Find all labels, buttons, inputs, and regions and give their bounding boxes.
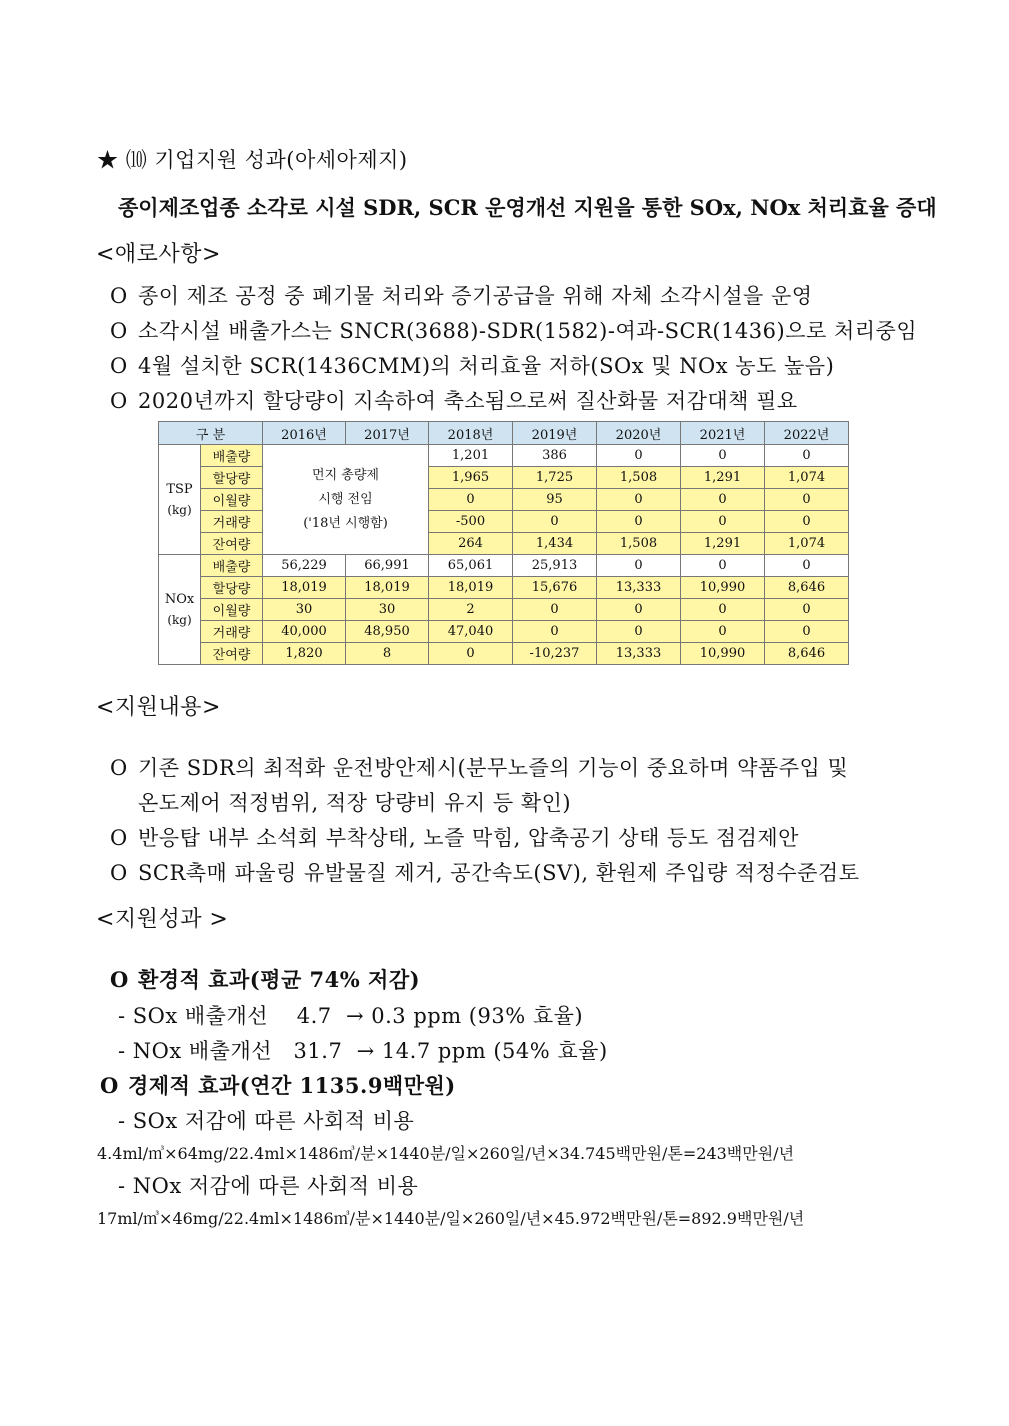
support-item: O 기존 SDR의 최적화 운전방안제시(분무노즐의 기능이 중요하며 약품주입 및	[110, 756, 849, 780]
table-cell: 264	[429, 533, 513, 555]
table-cell: 13,333	[597, 577, 681, 599]
support-heading: <지원내용>	[96, 695, 221, 720]
econ-sox-calc: 4.4ml/㎥×64mg/22.4ml×1486㎥/분×1440분/일×260일/년×34.745백만원/톤=243백만원/년	[97, 1144, 795, 1163]
table-cell: 1,508	[597, 467, 681, 489]
support-item: O SCR촉매 파울링 유발물질 제거, 공간속도(SV), 환원제 주입량 적정수준검토	[110, 861, 860, 885]
table-row	[159, 489, 849, 511]
table-cell: 0	[765, 621, 849, 643]
support-item: O 반응탑 내부 소석회 부착상태, 노즐 막힘, 압축공기 상태 등도 점검제안	[110, 826, 799, 850]
circle-bullet-icon: O	[110, 756, 128, 780]
table-cell: 0	[597, 621, 681, 643]
table-cell: 1,820	[263, 643, 346, 665]
difficulty-item: O 소각시설 배출가스는 SNCR(3688)-SDR(1582)-여과-SCR(1436)으로 처리중임	[110, 319, 918, 343]
table-cell: 40,000	[263, 621, 346, 643]
table-cell: 48,950	[346, 621, 429, 643]
table-cell: 56,229	[263, 555, 346, 577]
table-row	[159, 621, 849, 643]
page-title: 기업지원 성과(아세아제지)	[154, 148, 408, 172]
table-cell: 10,990	[681, 643, 765, 665]
difficulty-item: O 종이 제조 공정 중 폐기물 처리와 증기공급을 위해 자체 소각시설을 운영	[110, 284, 813, 308]
table-row	[159, 599, 849, 621]
section-number: ⑽	[125, 148, 148, 172]
table-cell: 0	[681, 599, 765, 621]
circle-bullet-icon: O	[110, 354, 128, 378]
env-effect-nox: - NOx 배출개선 31.7 → 14.7 ppm (54% 효율)	[118, 1039, 608, 1063]
table-cell: 30	[346, 599, 429, 621]
table-cell: 18,019	[429, 577, 513, 599]
table-cell: 0	[513, 621, 597, 643]
table-cell: 0	[681, 445, 765, 467]
row-label: 배출량	[201, 445, 263, 467]
table-cell: 8	[346, 643, 429, 665]
table-header-row	[159, 422, 849, 445]
table-row	[159, 533, 849, 555]
table-cell: 0	[597, 489, 681, 511]
table-cell: 10,990	[681, 577, 765, 599]
row-label: 이월량	[201, 489, 263, 511]
table-cell: 95	[513, 489, 597, 511]
header-title-line	[97, 144, 408, 174]
table-cell: -500	[429, 511, 513, 533]
table-cell: 1,508	[597, 533, 681, 555]
table-row	[159, 643, 849, 665]
circle-bullet-icon: O	[110, 826, 128, 850]
table-cell: 1,434	[513, 533, 597, 555]
row-label: 거래량	[201, 511, 263, 533]
table-header-cell: 2020년	[597, 422, 681, 445]
group-label-tsp: TSP (kg)	[159, 445, 201, 555]
difficulties-heading: <애로사항>	[96, 242, 221, 267]
table-cell: 0	[597, 445, 681, 467]
econ-sox-label: - SOx 저감에 따른 사회적 비용	[118, 1109, 415, 1133]
table-header-cell: 2019년	[513, 422, 597, 445]
page-subtitle: 종이제조업종 소각로 시설 SDR, SCR 운영개선 지원을 통한 SOx, NOx 처리효율 증대	[118, 195, 937, 220]
circle-bullet-icon: O	[110, 284, 128, 308]
group-label-nox: NOx (kg)	[159, 555, 201, 665]
econ-nox-calc: 17ml/㎥×46mg/22.4ml×1486㎥/분×1440분/일×260일/년×45.972백만원/톤=892.9백만원/년	[97, 1209, 805, 1228]
table-cell: 0	[681, 489, 765, 511]
table-header-cell: 구 분	[159, 422, 263, 445]
table-cell: 8,646	[765, 577, 849, 599]
table-cell: 0	[597, 555, 681, 577]
table-row	[159, 445, 849, 467]
circle-bullet-icon: O	[110, 319, 128, 343]
env-effect-title: O 환경적 효과(평균 74% 저감)	[110, 967, 421, 992]
table-header-cell: 2021년	[681, 422, 765, 445]
table-cell: 0	[597, 599, 681, 621]
table-cell: 0	[765, 555, 849, 577]
table-cell: 386	[513, 445, 597, 467]
results-heading: <지원성과 >	[96, 907, 229, 932]
table-cell: 2	[429, 599, 513, 621]
table-header-cell: 2018년	[429, 422, 513, 445]
row-label: 잔여량	[201, 643, 263, 665]
table-cell: 0	[597, 511, 681, 533]
table-row	[159, 577, 849, 599]
econ-effect-title: O 경제적 효과(연간 1135.9백만원)	[100, 1073, 456, 1098]
circle-bullet-icon: O	[110, 967, 129, 992]
table-header-cell: 2016년	[263, 422, 346, 445]
table-cell: 13,333	[597, 643, 681, 665]
circle-bullet-icon: O	[110, 861, 128, 885]
table-row	[159, 467, 849, 489]
table-cell: 0	[765, 489, 849, 511]
table-cell: 1,291	[681, 467, 765, 489]
table-cell: 0	[513, 511, 597, 533]
table-cell: 0	[681, 621, 765, 643]
difficulty-item: O 2020년까지 할당량이 지속하여 축소됨으로써 질산화물 저감대책 필요	[110, 389, 798, 413]
difficulty-item: O 4월 설치한 SCR(1436CMM)의 처리효율 저하(SOx 및 NOx 농도 높음)	[110, 354, 835, 378]
support-item-continued: 온도제어 적정범위, 적장 당량비 유지 등 확인)	[138, 791, 572, 815]
table-header-cell: 2017년	[346, 422, 429, 445]
table-cell: 0	[681, 511, 765, 533]
econ-nox-label: - NOx 저감에 따른 사회적 비용	[118, 1174, 419, 1198]
table-cell: 0	[765, 599, 849, 621]
table-cell: 47,040	[429, 621, 513, 643]
table-cell: -10,237	[513, 643, 597, 665]
table-row	[159, 511, 849, 533]
circle-bullet-icon: O	[100, 1073, 119, 1098]
table-cell: 1,291	[681, 533, 765, 555]
table-header-cell: 2022년	[765, 422, 849, 445]
star-icon: ★	[97, 148, 119, 172]
table-cell: 65,061	[429, 555, 513, 577]
emission-table	[158, 421, 849, 665]
table-row	[159, 555, 849, 577]
table-cell: 18,019	[263, 577, 346, 599]
table-cell: 18,019	[346, 577, 429, 599]
table-cell: 15,676	[513, 577, 597, 599]
table-cell: 0	[765, 511, 849, 533]
table-cell: 1,074	[765, 533, 849, 555]
row-label: 할당량	[201, 467, 263, 489]
dust-note-cell: 먼지 총량제 시행 전임 ('18년 시행함)	[263, 445, 429, 555]
row-label: 거래량	[201, 621, 263, 643]
table-cell: 0	[513, 599, 597, 621]
table-cell: 66,991	[346, 555, 429, 577]
env-effect-sox: - SOx 배출개선 4.7 → 0.3 ppm (93% 효율)	[118, 1004, 584, 1028]
table-cell: 8,646	[765, 643, 849, 665]
table-cell: 1,725	[513, 467, 597, 489]
table-cell: 0	[429, 643, 513, 665]
table-cell: 30	[263, 599, 346, 621]
table-cell: 25,913	[513, 555, 597, 577]
table-cell: 0	[429, 489, 513, 511]
row-label: 잔여량	[201, 533, 263, 555]
table-cell: 0	[681, 555, 765, 577]
circle-bullet-icon: O	[110, 389, 128, 413]
table-cell: 0	[765, 445, 849, 467]
table-cell: 1,201	[429, 445, 513, 467]
table-cell: 1,074	[765, 467, 849, 489]
row-label: 할당량	[201, 577, 263, 599]
table-cell: 1,965	[429, 467, 513, 489]
row-label: 이월량	[201, 599, 263, 621]
row-label: 배출량	[201, 555, 263, 577]
